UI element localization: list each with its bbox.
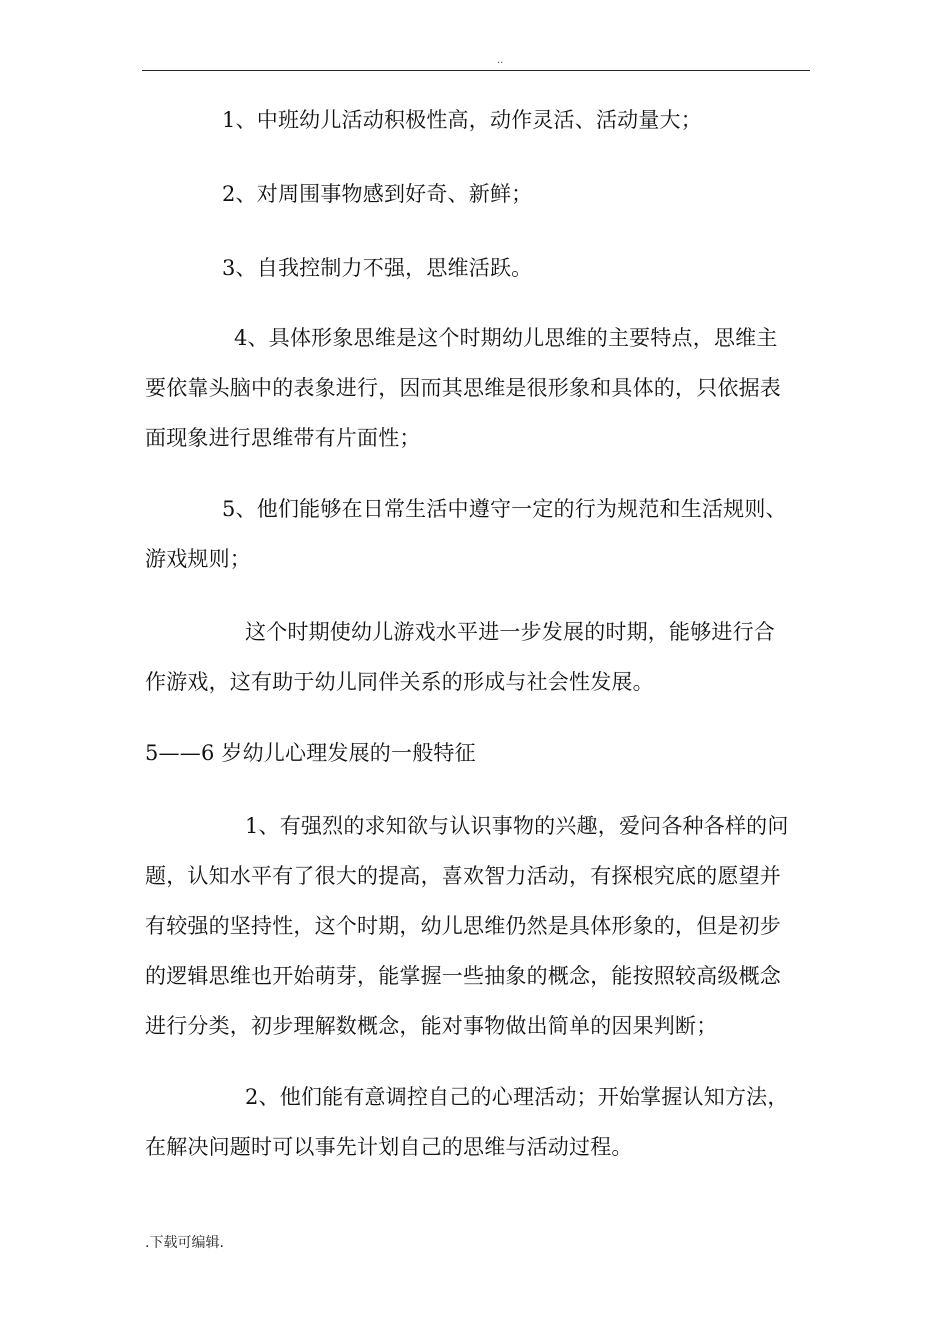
paragraph-line: 作游戏，这有助于幼儿同伴关系的形成与社会性发展。: [145, 670, 654, 694]
header-rule: [142, 70, 810, 71]
header-mark: ..: [497, 55, 504, 66]
footer-note: .下载可编辑.: [145, 1235, 224, 1251]
paragraph-line: 3、自我控制力不强，思维活跃。: [222, 256, 533, 280]
paragraph-line: 2、他们能有意调控自己的心理活动；开始掌握认知方法，: [245, 1085, 789, 1109]
paragraph-line: 5、他们能够在日常生活中遵守一定的行为规范和生活规则、: [222, 497, 787, 521]
paragraph-line: 1、有强烈的求知欲与认识事物的兴趣，爱问各种各样的问: [245, 814, 789, 838]
paragraph-line: 4、具体形象思维是这个时期幼儿思维的主要特点，思维主: [234, 326, 778, 350]
paragraph-line: 1、中班幼儿活动积极性高，动作灵活、活动量大；: [222, 108, 702, 132]
paragraph-line: 面现象进行思维带有片面性；: [145, 426, 421, 450]
paragraph-line: 要依靠头脑中的表象进行，因而其思维是很形象和具体的，只依据表: [145, 376, 781, 400]
paragraph-line: 进行分类，初步理解数概念，能对事物做出简单的因果判断；: [145, 1014, 718, 1038]
paragraph-line: 游戏规则；: [145, 547, 251, 571]
paragraph-line: 在解决问题时可以事先计划自己的思维与活动过程。: [145, 1135, 633, 1159]
paragraph-line: 题，认知水平有了很大的提高，喜欢智力活动，有探根究底的愿望并: [145, 864, 781, 888]
paragraph-line: 的逻辑思维也开始萌芽，能掌握一些抽象的概念，能按照较高级概念: [145, 964, 781, 988]
paragraph-line: 这个时期使幼儿游戏水平进一步发展的时期，能够进行合: [245, 620, 775, 644]
section-heading: 5——6 岁幼儿心理发展的一般特征: [145, 741, 476, 765]
paragraph-line: 有较强的坚持性，这个时期，幼儿思维仍然是具体形象的，但是初步: [145, 914, 781, 938]
paragraph-line: 2、对周围事物感到好奇、新鲜；: [222, 182, 533, 206]
